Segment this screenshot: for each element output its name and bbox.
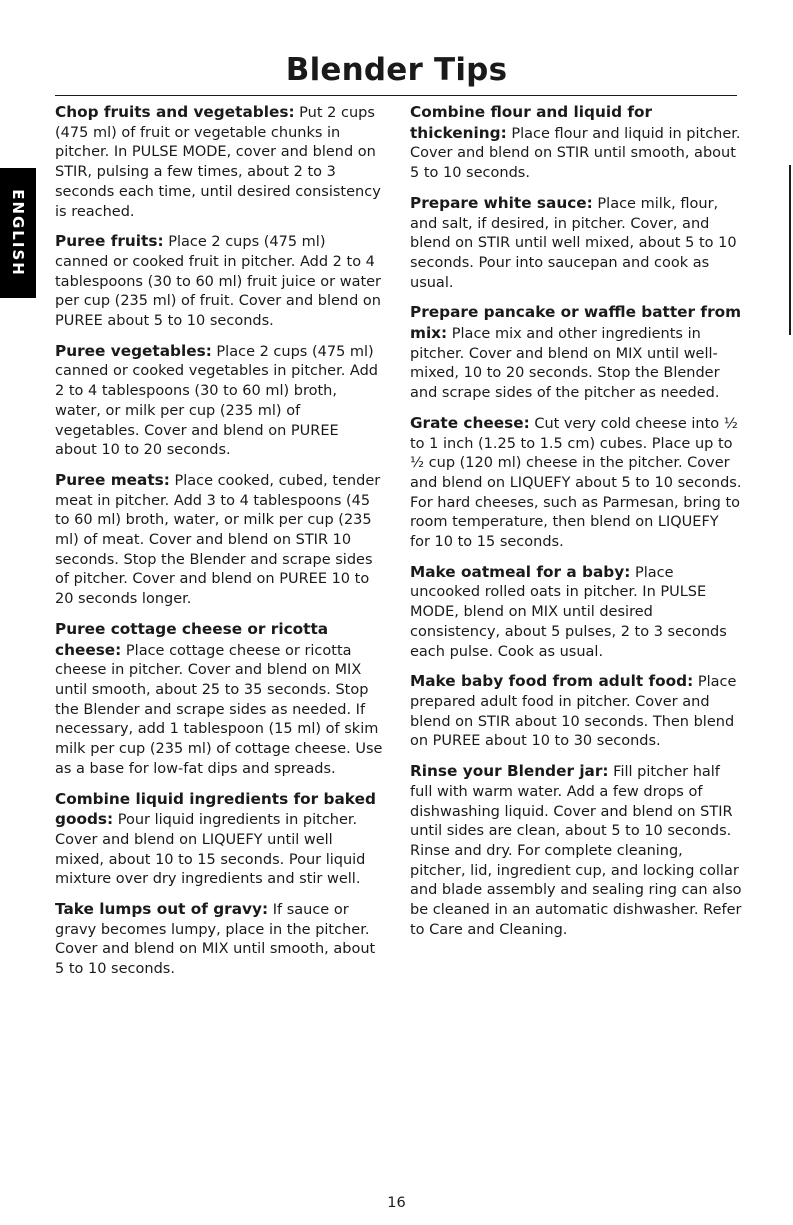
tip-puree-fruits <box>55 232 383 332</box>
page-number: 16 <box>387 1195 406 1211</box>
tip-heading: Prepare white sauce: <box>410 193 593 212</box>
tip-puree-meats <box>55 471 383 610</box>
tip-text: Cut very cold cheese into ½ to 1 inch (1.25 to 1.5 cm) cubes. Place up to ½ cup (120 ml) cheese in the pitcher. Cover and blend on LIQUEFY about 5 to 10 seconds. For hard cheeses, such as Parmesan, bring to room temperature, then blend on LIQUEFY for 10 to 15 seconds. <box>410 415 742 551</box>
tip-puree-cottage-cheese <box>55 620 383 780</box>
tip-heading: Puree vegetables: <box>55 341 212 360</box>
tip-rinse-blender-jar <box>410 762 742 940</box>
tip-heading: Grate cheese: <box>410 413 530 432</box>
tip-flour-liquid-thickening <box>410 103 742 184</box>
tip-chop-fruits-vegetables <box>55 103 383 222</box>
tip-white-sauce <box>410 194 742 294</box>
tip-heading: Make baby food from adult food: <box>410 672 694 691</box>
tip-heading: Puree cottage cheese or ricotta cheese: <box>55 619 329 659</box>
tip-text: Place milk, flour, and salt, if desired, in pitcher. Cover, and blend on STIR until well mixed, about 5 to 10 seconds. Pour into saucepan and cook as usual. <box>410 195 737 291</box>
tip-text: Fill pitcher half full with warm water. Add a few drops of dishwashing liquid. Cover and blend on STIR until sides are clean, about 5 to 10 seconds. Rinse and dry. For complete cleaning, pitcher, lid, ingredient cup, and locking collar and blade assembly and sealing ring can also be cleaned in an automatic dishwasher. Refer to Care and Cleaning. <box>410 764 742 938</box>
tip-text: Place 2 cups (475 ml) canned or cooked fruit in pitcher. Add 2 to 4 tablespoons (30 to 60 ml) fruit juice or water per cup (235 ml) of fruit. Cover and blend on PUREE about 5 to 10 seconds. <box>55 234 382 330</box>
right-column <box>410 103 742 950</box>
tip-heading: Take lumps out of gravy: <box>55 900 269 919</box>
tip-heading: Combine flour and liquid for thickening: <box>410 103 653 142</box>
tip-lumps-gravy <box>55 900 383 980</box>
tip-text: Place cottage cheese or ricotta cheese in pitcher. Cover and blend on MIX until smooth, about 25 to 35 seconds. Stop the Blender and scrape sides as needed. If necessary, add 1 tablespoon (15 ml) of skim milk per cup (235 ml) of cottage cheese. Use as a base for low-fat dips and spreads. <box>55 642 383 777</box>
language-side-tab-label: ENGLISH <box>9 189 27 277</box>
tip-heading: Make oatmeal for a baby: <box>410 562 631 581</box>
tip-text: Place uncooked rolled oats in pitcher. In PULSE MODE, blend on MIX until desired consistency, about 5 pulses, 2 to 3 seconds each pulse. Cook as usual. <box>410 564 727 660</box>
tip-text: Pour liquid ingredients in pitcher. Cover and blend on LIQUEFY until well mixed, about 10 to 15 seconds. Pour liquid mixture over dry ingredients and stir well. <box>55 812 366 888</box>
tip-text: Place mix and other ingredients in pitcher. Cover and blend on MIX until well-mixed, 10 to 20 seconds. Stop the Blender and scrape sides of the pitcher as needed. <box>410 326 720 402</box>
tip-heading: Rinse your Blender jar: <box>410 762 609 781</box>
tip-heading: Prepare pancake or waffle batter from mix: <box>410 303 742 343</box>
page-title: Blender Tips <box>285 52 508 88</box>
tip-text: Put 2 cups (475 ml) of fruit or vegetable chunks in pitcher. In PULSE MODE, cover and blend on STIR, pulsing a few times, about 2 to 3 seconds each time, until desired consistency is reached. <box>55 105 381 220</box>
title-divider <box>55 95 737 96</box>
tip-text: Place cooked, cubed, tender meat in pitcher. Add 3 to 4 tablespoons (45 to 60 ml) broth, water, or milk per cup (235 ml) of meat. Cover and blend on STIR 10 seconds. Stop the Blender and scrape sides of pitcher. Cover and blend on PUREE 10 to 20 seconds longer. <box>55 472 381 608</box>
tip-text: If sauce or gravy becomes lumpy, place in the pitcher. Cover and blend on MIX until smooth, about 5 to 10 seconds. <box>55 902 376 978</box>
tip-oatmeal-baby <box>410 563 742 663</box>
tip-heading: Puree meats: <box>55 470 170 489</box>
tip-pancake-waffle-batter <box>410 303 742 404</box>
language-side-tab <box>0 168 36 298</box>
tip-text: Place flour and liquid in pitcher. Cover and blend on STIR until smooth, about 5 to 10 seconds. <box>410 125 741 182</box>
tip-heading: Combine liquid ingredients for baked goods: <box>55 789 376 829</box>
tip-heading: Puree fruits: <box>55 232 164 251</box>
left-column <box>55 103 383 990</box>
tip-grate-cheese <box>410 414 742 553</box>
tip-combine-liquid-ingredients <box>55 790 383 891</box>
tip-text: Place prepared adult food in pitcher. Cover and blend on STIR about 10 seconds. Then blend on PUREE about 10 to 30 seconds. <box>410 674 737 750</box>
tip-heading: Chop fruits and vegetables: <box>55 103 295 121</box>
tip-text: Place 2 cups (475 ml) canned or cooked vegetables in pitcher. Add 2 to 4 tablespoons (30 to 60 ml) broth, water, or milk per cup (235 ml) of vegetables. Cover and blend on PUREE about 10 to 20 seconds. <box>55 343 379 459</box>
tip-puree-vegetables <box>55 342 383 461</box>
tip-baby-food <box>410 672 742 752</box>
page-edge-mark <box>789 165 791 335</box>
